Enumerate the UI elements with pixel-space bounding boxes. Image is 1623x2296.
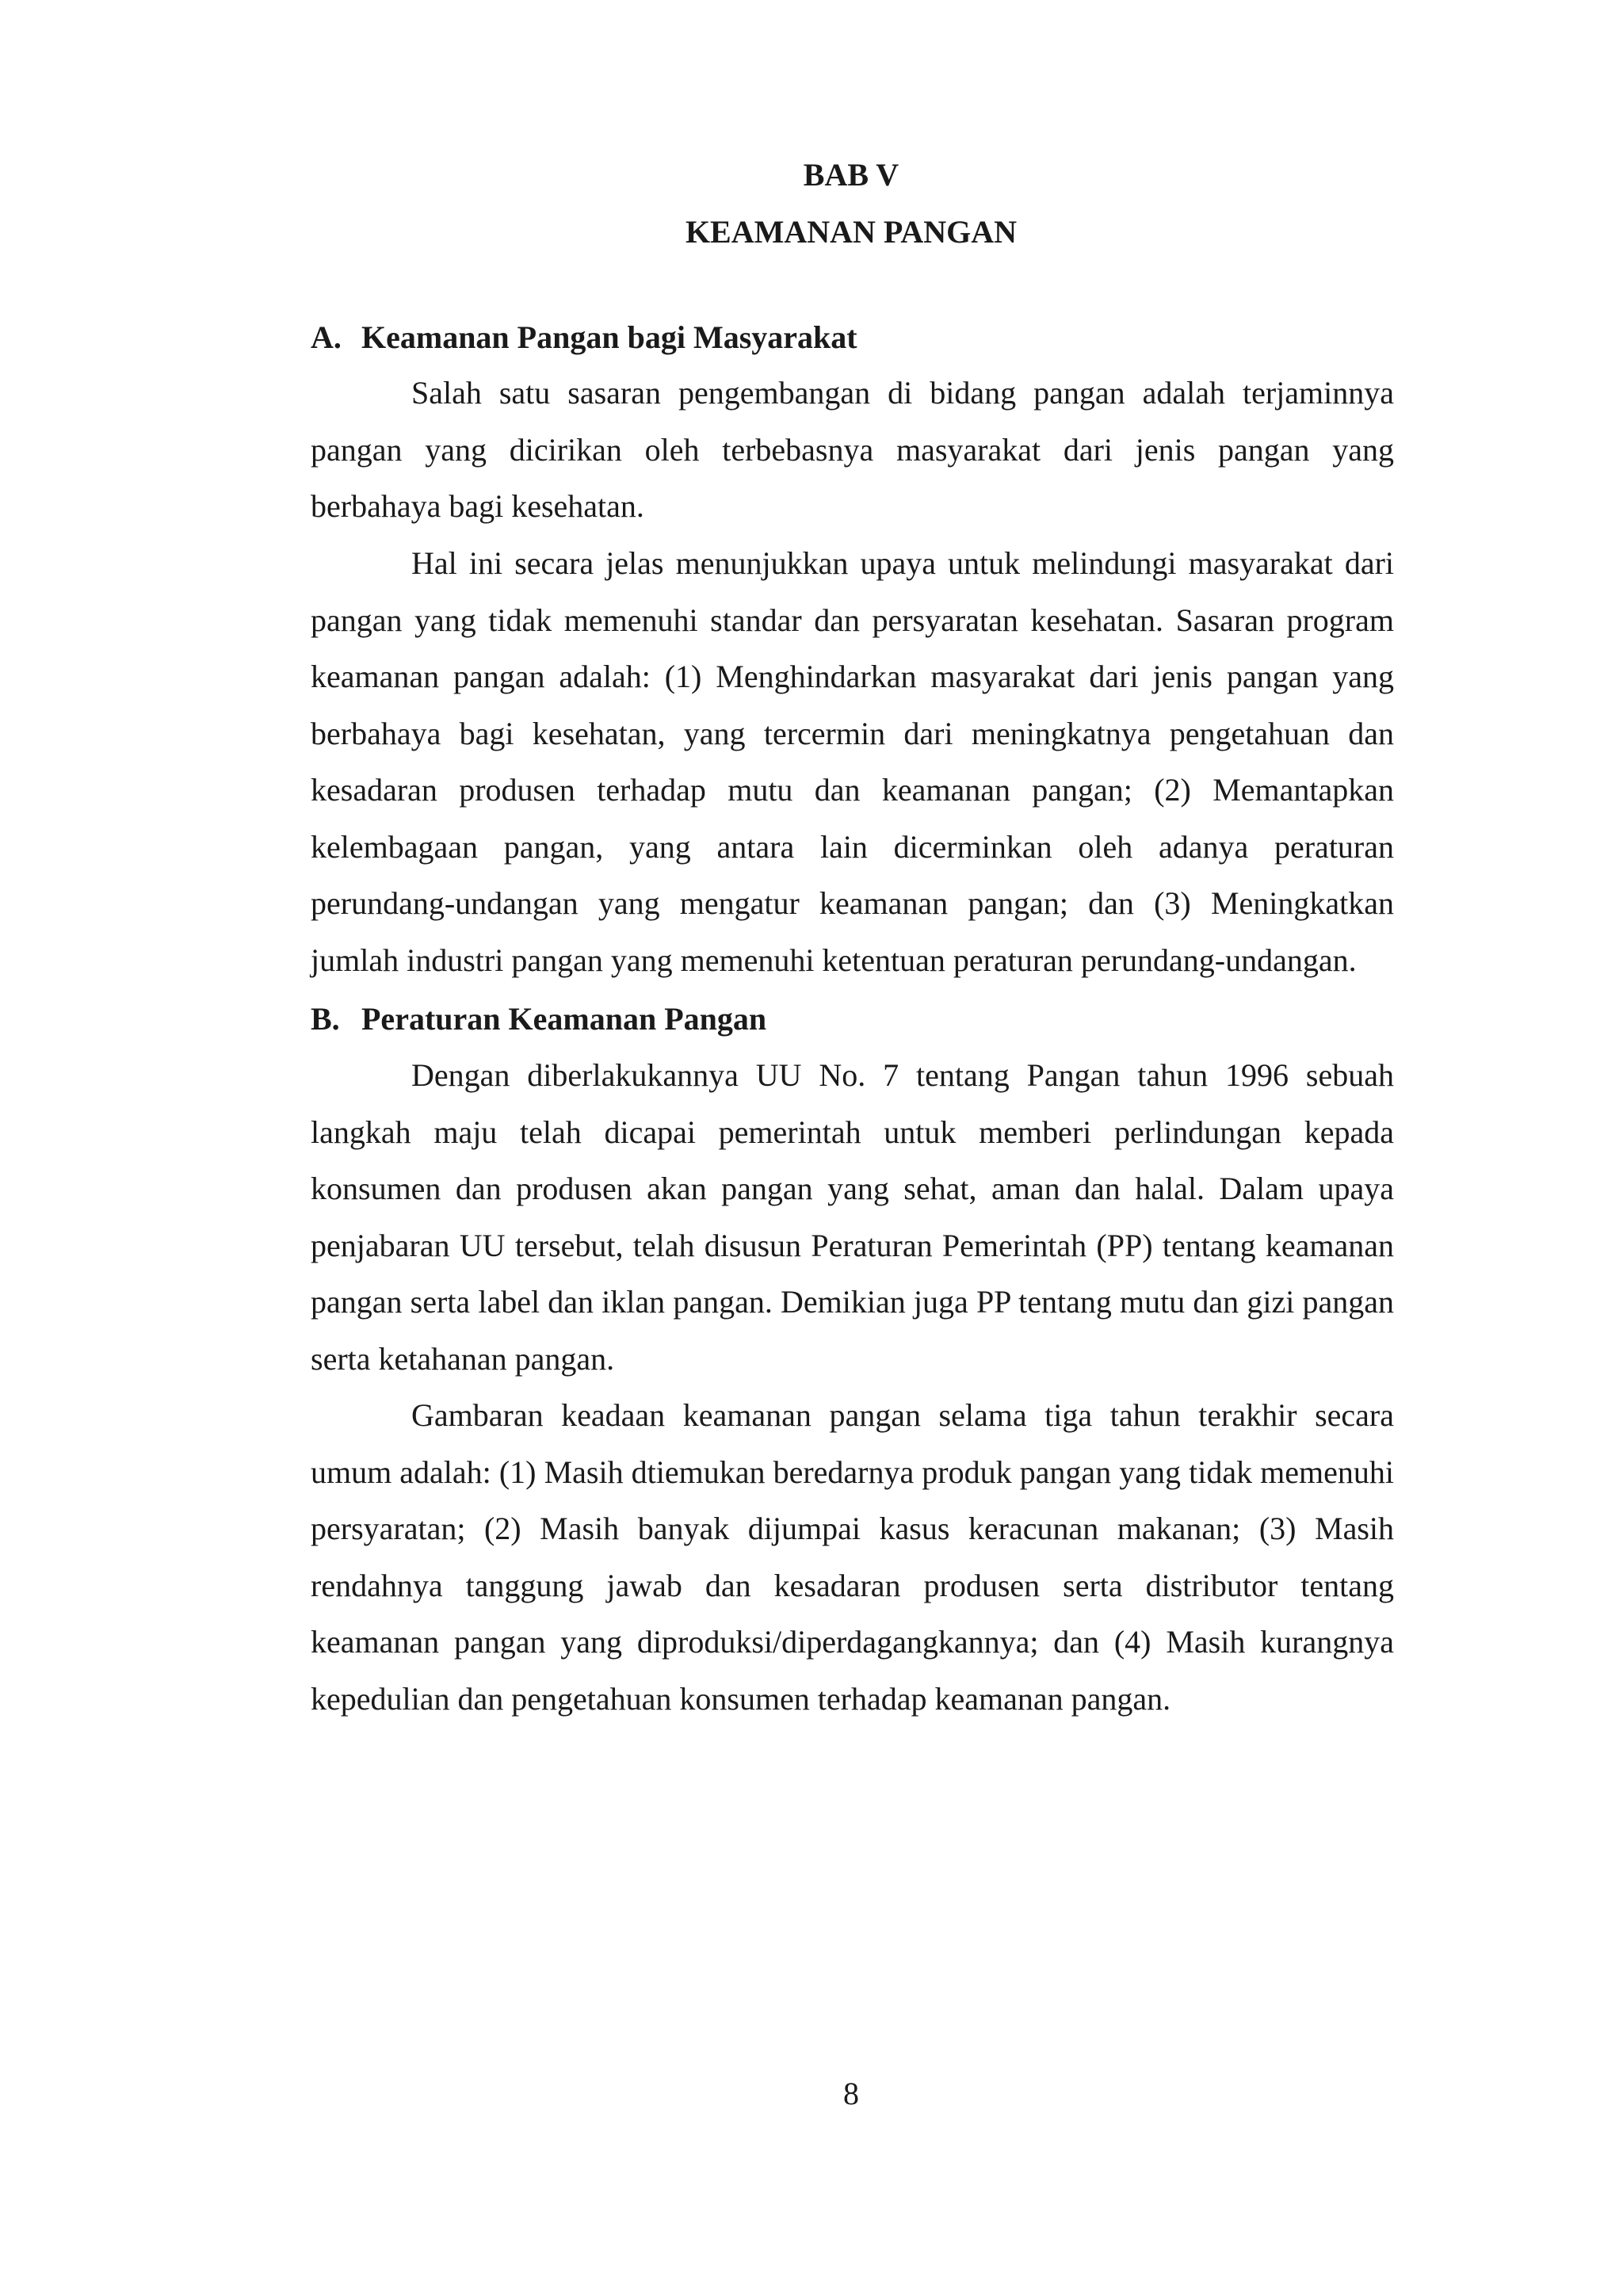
section-heading-a [311, 319, 857, 357]
section-title: Keamanan Pangan bagi Masyarakat [361, 319, 857, 355]
paragraph: Hal ini secara jelas menunjukkan upaya untuk melindungi masyarakat dari pangan yang tidak memenuhi standar dan persyaratan kesehatan. Sasaran program keamanan pangan adalah: (1) Menghindarkan masyarakat dari jenis pangan yang berbahaya bagi kesehatan, yang tercermin dari meningkatnya pengetahuan dan kesadaran produsen terhadap mutu dan keamanan pangan; (2) Memantapkan kelembagaan pangan, yang antara lain dicerminkan oleh adanya peraturan perundang-undangan yang mengatur keamanan pangan; dan (3) Meningkatkan jumlah industri pangan yang memenuhi ketentuan peraturan perundang-undangan. [311, 545, 1394, 978]
paragraph: Salah satu sasaran pengembangan di bidang pangan adalah terjaminnya pangan yang dicirikan oleh terbebasnya masyarakat dari jenis pangan yang berbahaya bagi kesehatan. [311, 375, 1394, 524]
section-marker: B. [311, 1001, 340, 1037]
paragraph: Gambaran keadaan keamanan pangan selama tiga tahun terakhir secara umum adalah: (1) Masih dtiemukan beredarnya produk pangan yang tidak memenuhi persyaratan; (2) Masih banyak dijumpai kasus keracunan makanan; (3) Masih rendahnya tanggung jawab dan kesadaran produsen serta distributor tentang keamanan pangan yang diproduksi/diperdagangkannya; dan (4) Masih kurangnya kepedulian dan pengetahuan konsumen terhadap keamanan pangan. [311, 1397, 1394, 1717]
chapter-label: BAB V [803, 157, 899, 193]
section-marker: A. [311, 319, 342, 355]
paragraph: Dengan diberlakukannya UU No. 7 tentang Pangan tahun 1996 sebuah langkah maju telah dicapai pemerintah untuk memberi perlindungan kepada konsumen dan produsen akan pangan yang sehat, aman dan halal. Dalam upaya penjabaran UU tersebut, telah disusun Peraturan Pemerintah (PP) tentang keamanan pangan serta label dan iklan pangan. Demikian juga PP tentang mutu dan gizi pangan serta ketahanan pangan. [311, 1057, 1394, 1377]
section-title: Peraturan Keamanan Pangan [361, 1001, 767, 1037]
chapter-title: KEAMANAN PANGAN [685, 214, 1018, 250]
section-heading-b [311, 1000, 766, 1038]
page-number: 8 [843, 2076, 859, 2111]
